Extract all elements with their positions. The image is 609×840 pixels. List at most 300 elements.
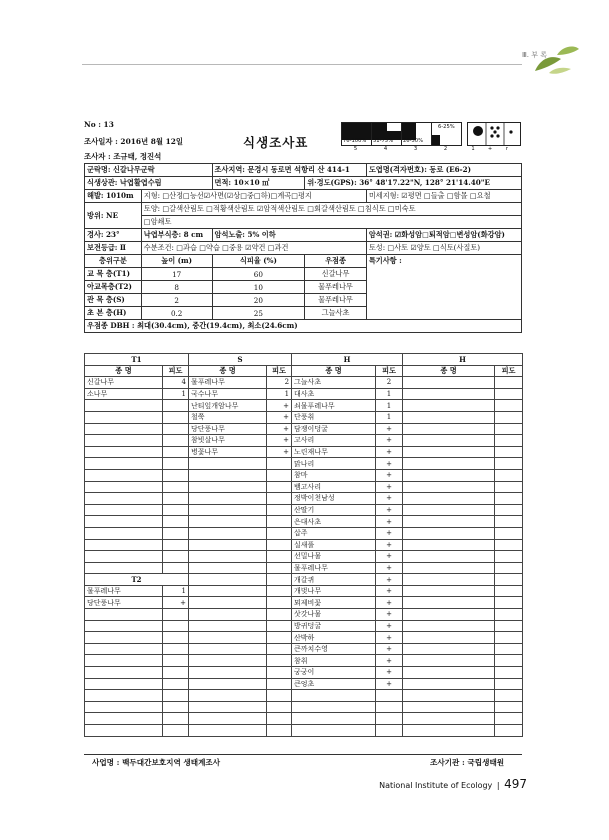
institute-name: National Institute of Ecology [379, 781, 493, 790]
table-row [85, 493, 523, 505]
species-name [403, 458, 495, 470]
species-cover [495, 701, 523, 713]
species-cover [267, 527, 292, 539]
table-row [85, 725, 523, 737]
species-cover [267, 493, 292, 505]
species-name [403, 551, 495, 563]
species-cover [163, 458, 189, 470]
species-name [189, 667, 267, 679]
species-name [403, 539, 495, 551]
conservation-grade: 보전등급: Ⅱ [85, 242, 142, 255]
col-species-name: 종 명 [292, 365, 376, 377]
table-row [85, 481, 523, 493]
layer-cover: 60 [212, 268, 305, 281]
species-name [403, 423, 495, 435]
species-name [85, 562, 163, 574]
species-cover [267, 504, 292, 516]
species-cover [495, 527, 523, 539]
soil-texture: 토성: □사토 ☑양토 □식토(사질토) [366, 242, 521, 255]
slope: 경사: 23° [85, 229, 142, 242]
layer-height: 17 [141, 268, 212, 281]
species-cover: 2 [376, 377, 403, 389]
species-cover [495, 377, 523, 389]
layer-dominant: 신갈나무 [305, 268, 367, 281]
layer-dominant: 물푸레나무 [305, 294, 367, 307]
species-name [85, 504, 163, 516]
table-row [85, 446, 523, 458]
page-footer: National Institute of Ecology | 497 [379, 777, 527, 791]
species-cover [376, 690, 403, 702]
species-cover [495, 585, 523, 597]
species-name [403, 597, 495, 609]
species-name [189, 516, 267, 528]
species-name [85, 400, 163, 412]
table-row [85, 574, 523, 586]
table-row [85, 562, 523, 574]
species-cover: 1 [376, 388, 403, 400]
species-name [85, 481, 163, 493]
species-name: 실새풀 [292, 539, 376, 551]
species-name: 물푸레나무 [189, 377, 267, 389]
species-name: 궁궁이 [292, 667, 376, 679]
vegetation-physiognomy: 식생상관: 낙엽활엽수림 [85, 177, 213, 190]
species-cover [163, 481, 189, 493]
species-cover [267, 632, 292, 644]
layer-name: 초 본 층(H) [85, 307, 142, 320]
species-cover [495, 481, 523, 493]
col-cover: 피도 [267, 365, 292, 377]
table-row [85, 609, 523, 621]
species-cover [163, 493, 189, 505]
table-row [85, 527, 523, 539]
species-cover: + [376, 655, 403, 667]
layer-cover: 20 [212, 294, 305, 307]
table-row [85, 504, 523, 516]
species-name: 단풍취 [292, 411, 376, 423]
species-cover [495, 632, 523, 644]
species-cover [163, 632, 189, 644]
legend-num-4: 4 [383, 146, 388, 152]
species-name: 삽주 [292, 527, 376, 539]
species-name [85, 435, 163, 447]
species-cover [267, 585, 292, 597]
species-name: 큰엉초 [292, 678, 376, 690]
species-cover [163, 423, 189, 435]
table-row [85, 469, 523, 481]
project-name: 사업명 : 백두대간보호지역 생태계조사 [92, 758, 221, 767]
species-cover [376, 701, 403, 713]
species-name [403, 562, 495, 574]
species-name [189, 713, 267, 725]
species-cover [495, 574, 523, 586]
survey-number: No : 13 [84, 120, 114, 129]
species-cover [267, 609, 292, 621]
species-name [189, 597, 267, 609]
species-cover [163, 435, 189, 447]
table-row [85, 690, 523, 702]
leaf-ornament-icon [531, 43, 581, 77]
table-row [85, 643, 523, 655]
layer-header-cover: 식피율 (%) [212, 255, 305, 268]
species-name [85, 411, 163, 423]
aspect: 방위: NE [85, 203, 142, 229]
species-cover [495, 446, 523, 458]
table-row [85, 539, 523, 551]
species-cover [267, 516, 292, 528]
species-cover: + [267, 411, 292, 423]
table-row [85, 713, 523, 725]
layer-cover: 10 [212, 281, 305, 294]
species-cover [267, 690, 292, 702]
species-cover: + [376, 539, 403, 551]
species-name [189, 690, 267, 702]
species-cover [495, 469, 523, 481]
species-name [403, 655, 495, 667]
species-cover [163, 667, 189, 679]
table-row [85, 585, 523, 597]
species-name: 당단풍나무 [189, 423, 267, 435]
species-name [403, 435, 495, 447]
legend-num-5: 5 [353, 146, 358, 152]
species-cover: + [376, 620, 403, 632]
species-name [85, 690, 163, 702]
layer-height: 2 [141, 294, 212, 307]
species-name [403, 725, 495, 737]
litter-layer: 낙엽부식층: 8 cm [141, 229, 212, 242]
species-name [85, 446, 163, 458]
species-name: 담쟁이덩굴 [292, 423, 376, 435]
species-name: 뱀고사리 [292, 481, 376, 493]
header-rule [82, 64, 522, 65]
species-name [292, 690, 376, 702]
table-row [85, 551, 523, 563]
species-name: 대사초 [292, 388, 376, 400]
species-cover: + [376, 574, 403, 586]
group-header-h2: H [403, 354, 523, 366]
species-cover [267, 713, 292, 725]
section-label: Ⅲ. 부 록 [521, 51, 547, 59]
gps-coordinates: 위·경도(GPS): 36° 48'17.22"N, 128° 21'14.40"E [305, 177, 522, 190]
species-name [189, 481, 267, 493]
species-name [403, 701, 495, 713]
species-name [85, 469, 163, 481]
species-cover [163, 516, 189, 528]
table-row [85, 458, 523, 470]
species-name: 개갈퀴 [292, 574, 376, 586]
species-cover [495, 620, 523, 632]
species-cover: 1 [163, 388, 189, 400]
table-row [85, 388, 523, 400]
species-name [189, 539, 267, 551]
species-name [189, 527, 267, 539]
species-cover: 2 [267, 377, 292, 389]
species-name [403, 388, 495, 400]
species-name [85, 701, 163, 713]
species-cover: + [376, 493, 403, 505]
species-cover: + [267, 446, 292, 458]
species-cover [163, 690, 189, 702]
species-name [189, 469, 267, 481]
layer-header-height: 높이 (m) [141, 255, 212, 268]
species-name: 정박이천남성 [292, 493, 376, 505]
species-name [403, 690, 495, 702]
rock-type: 암석권: ☑화성암□퇴적암□변성암(화강암) [366, 229, 521, 242]
species-name: 맑나리 [292, 458, 376, 470]
species-cover: + [376, 423, 403, 435]
legend-cover-2: 6-25% [431, 122, 462, 146]
species-cover: + [376, 435, 403, 447]
species-name [189, 562, 267, 574]
topography: 지형: □산정□능선☑사면(☑상□중□하)□계곡□평지 [141, 190, 366, 203]
species-cover: + [376, 678, 403, 690]
species-name [292, 701, 376, 713]
species-name [85, 551, 163, 563]
species-cover [495, 435, 523, 447]
species-cover [163, 504, 189, 516]
species-name [85, 713, 163, 725]
species-name [189, 655, 267, 667]
layer-name: 관 목 층(S) [85, 294, 142, 307]
species-cover [267, 701, 292, 713]
species-cover [495, 388, 523, 400]
species-name: 산딸기 [292, 504, 376, 516]
species-name [189, 678, 267, 690]
surveyor: 조사자 : 조규태, 정진석 [84, 152, 162, 161]
layer-dominant: 그늘사초 [305, 307, 367, 320]
species-name [85, 667, 163, 679]
legend-num-1: 1 [471, 146, 475, 152]
species-name [403, 678, 495, 690]
species-name [85, 632, 163, 644]
species-name [403, 527, 495, 539]
col-species-name: 종 명 [403, 365, 495, 377]
species-name [189, 609, 267, 621]
species-cover: + [376, 458, 403, 470]
table-row [85, 655, 523, 667]
species-cover: 4 [163, 377, 189, 389]
species-name [403, 481, 495, 493]
moisture-condition: 수분조건: □과습 □약습 □중용 ☑약건 □과건 [141, 242, 366, 255]
layer-cover: 25 [212, 307, 305, 320]
species-name [85, 493, 163, 505]
species-name: 소나무 [85, 388, 163, 400]
species-cover [495, 504, 523, 516]
species-cover: + [376, 481, 403, 493]
col-cover: 피도 [376, 365, 403, 377]
species-cover: + [376, 643, 403, 655]
layer-header-name: 층위구분 [85, 255, 142, 268]
species-name: 병꽃나무 [189, 446, 267, 458]
legend-cover-low [467, 122, 521, 146]
species-name [189, 585, 267, 597]
page-title: 식생조사표 [243, 135, 309, 150]
species-name [403, 411, 495, 423]
species-name [85, 527, 163, 539]
species-name: 신갈나무 [85, 377, 163, 389]
species-cover [163, 562, 189, 574]
layer-header-dominant: 우점종 [305, 255, 367, 268]
species-name [85, 458, 163, 470]
species-name [189, 725, 267, 737]
species-name [403, 632, 495, 644]
species-name: 개벚나무 [292, 585, 376, 597]
species-name: 참마 [292, 469, 376, 481]
special-notes: 특기사항 : [366, 255, 521, 320]
species-cover [267, 597, 292, 609]
table-row [85, 597, 523, 609]
altitude: 해발: 1010m [85, 190, 142, 203]
species-name: 국수나무 [189, 388, 267, 400]
species-cover [163, 713, 189, 725]
species-name: 참빗살나무 [189, 435, 267, 447]
species-cover [495, 690, 523, 702]
species-cover [376, 713, 403, 725]
dominant-dbh: 우점종 DBH : 최대(30.4cm), 중간(19.4cm), 최소(24.6cm) [85, 320, 522, 333]
species-cover: + [267, 423, 292, 435]
species-cover: + [376, 527, 403, 539]
species-name: 큰까치수영 [292, 643, 376, 655]
species-cover: + [376, 516, 403, 528]
species-name: 물푸레나무 [85, 585, 163, 597]
species-name [85, 620, 163, 632]
species-name [189, 701, 267, 713]
species-name: 은대사초 [292, 516, 376, 528]
species-name [403, 446, 495, 458]
species-name [189, 574, 267, 586]
legend-num-plus: + [487, 146, 493, 152]
species-name [403, 713, 495, 725]
table-row [85, 667, 523, 679]
species-cover [163, 609, 189, 621]
species-cover [495, 597, 523, 609]
species-name [85, 643, 163, 655]
species-name [189, 504, 267, 516]
footer-rule [84, 754, 522, 755]
species-cover [495, 400, 523, 412]
species-cover [267, 620, 292, 632]
species-cover: 1 [376, 400, 403, 412]
species-cover [267, 458, 292, 470]
species-name: 물푸레나무 [292, 562, 376, 574]
species-cover [267, 678, 292, 690]
table-row [85, 400, 523, 412]
species-name [85, 655, 163, 667]
page-number: 497 [504, 777, 527, 791]
species-cover [267, 562, 292, 574]
species-cover [267, 655, 292, 667]
survey-date: 조사일자 : 2016년 8월 12일 [84, 137, 183, 146]
species-cover: 1 [267, 388, 292, 400]
species-name [189, 620, 267, 632]
soil-type-extra: □암쇄토 [141, 216, 521, 229]
table-row [85, 435, 523, 447]
layer-name: 아교목층(T2) [85, 281, 142, 294]
species-name: 노린재나무 [292, 446, 376, 458]
survey-region: 조사지역: 문경시 동로면 석항리 산 414-1 [212, 164, 366, 177]
species-cover [267, 643, 292, 655]
species-name: 고사리 [292, 435, 376, 447]
community-name: 군락명: 신갈나무군락 [85, 164, 213, 177]
species-name [189, 458, 267, 470]
legend-cover-4: 51-75% [371, 122, 402, 146]
soil-type: 토양: □갈색산림토 □적황색산림토 ☑암적색산림토 □회갈색산림토 □침식토 □미숙토 [141, 203, 521, 216]
species-cover [267, 725, 292, 737]
table-row [85, 423, 523, 435]
table-row [85, 620, 523, 632]
species-cover [495, 539, 523, 551]
species-cover [267, 551, 292, 563]
species-cover [267, 481, 292, 493]
group-header-s: S [189, 354, 292, 366]
species-cover [163, 527, 189, 539]
species-cover: + [376, 667, 403, 679]
group-header-h: H [292, 354, 403, 366]
species-cover [267, 574, 292, 586]
species-cover [163, 411, 189, 423]
species-cover [163, 655, 189, 667]
species-cover [495, 678, 523, 690]
layer-name: 교 목 층(T1) [85, 268, 142, 281]
species-name [292, 713, 376, 725]
species-cover: + [267, 435, 292, 447]
species-cover [495, 493, 523, 505]
species-name [403, 574, 495, 586]
layer-height: 8 [141, 281, 212, 294]
species-name [85, 725, 163, 737]
legend-num-3: 3 [413, 146, 418, 152]
species-cover [163, 725, 189, 737]
species-cover [495, 713, 523, 725]
species-name [403, 643, 495, 655]
species-cover: + [376, 632, 403, 644]
species-name [403, 493, 495, 505]
species-cover [163, 643, 189, 655]
species-cover [495, 458, 523, 470]
table-row [85, 411, 523, 423]
species-cover [163, 620, 189, 632]
species-name [292, 725, 376, 737]
species-name [85, 516, 163, 528]
species-cover: + [376, 585, 403, 597]
species-name [403, 585, 495, 597]
species-cover [495, 643, 523, 655]
species-name [403, 400, 495, 412]
legend-cover-3: 26-50% [401, 122, 432, 146]
species-table [84, 353, 523, 737]
group-header-t1: T1 [85, 354, 189, 366]
col-cover: 피도 [163, 365, 189, 377]
species-name [403, 516, 495, 528]
species-cover [495, 551, 523, 563]
species-name: 참취 [292, 655, 376, 667]
species-cover [163, 469, 189, 481]
species-name: 산박하 [292, 632, 376, 644]
table-row [85, 632, 523, 644]
species-cover [163, 446, 189, 458]
col-species-name: 종 명 [85, 365, 163, 377]
species-name [403, 504, 495, 516]
legend-num-2: 2 [443, 146, 448, 152]
col-cover: 피도 [495, 365, 523, 377]
species-name [403, 609, 495, 621]
species-cover [163, 539, 189, 551]
species-name [85, 609, 163, 621]
rock-exposure: 암석노출: 5% 이하 [212, 229, 366, 242]
species-name: 철쭉 [189, 411, 267, 423]
layer-dominant: 물푸레나무 [305, 281, 367, 294]
species-cover [376, 725, 403, 737]
species-name: 선밀나물 [292, 551, 376, 563]
